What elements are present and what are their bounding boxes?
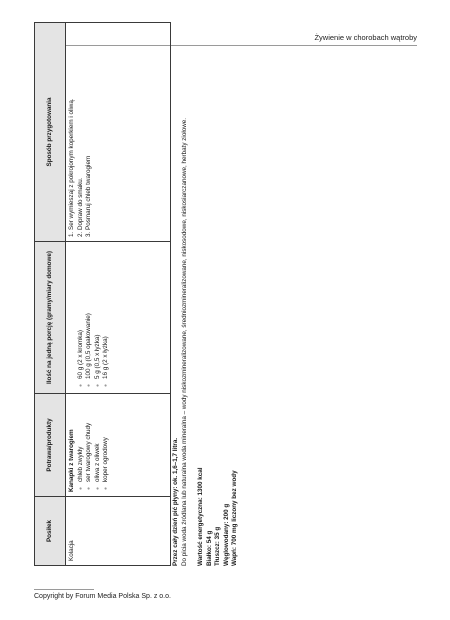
notes-section [172,59,240,566]
nutrition-fat: Tłuszcz: 35 g [214,526,221,566]
fluids-description: Do picia woda źródlana lub naturalna woda mineralna – wody niskozmineralizowane, średniozmineralizowane, niskosodowe, niskosiarczanowe, herbaty ziołowe. [180,117,188,566]
portion-item: ● 100 g (0,5 opakowanie) [85,246,94,389]
portions-cell [66,242,171,394]
nutrition-energy: Wartość energetyczna: 1300 kcal [197,467,204,566]
nutrition-carbs: Węglowodany: 200 g [222,503,230,566]
preparation-cell [66,23,171,242]
product-item: ● chleb zwykły [77,398,86,492]
column-header: Posiłek [35,497,66,566]
meal-name: Kolacja [66,497,171,566]
copyright-text: Copyright by Forum Media Polska Sp. z o.o. [34,593,171,600]
product-item: ● koper ogrodowy [102,398,111,492]
dish-title: Kanapki z twarogiem [68,429,75,492]
nutrition-protein: Białko: 54 g [205,530,213,566]
portion-item: ● 16 g (2 x łyżka) [102,246,111,389]
portion-item: ● 5 g (0,5 x łyżka) [94,246,103,389]
table-header-row [35,23,66,566]
product-item: ● oliwa z oliwek [94,398,103,492]
column-header: Ilość na jedną porcję (gramy/miary domowe) [35,242,66,394]
products-cell [66,394,171,497]
column-header: Potrawa/produkty [35,394,66,497]
portion-item: ● 60 g (2 x kromka) [77,246,86,389]
fluids-note: Przez cały dzień pić płyny: ok. 1,6–1,7 litra. [172,437,179,566]
nutrition-calcium: Wapń: 700 mg liczony bez wody [231,470,238,566]
footer-divider [34,589,94,590]
document-title: Żywienie w chorobach wątroby [314,33,417,42]
meal-plan-table [34,22,171,566]
rotated-content [34,59,238,566]
table-row [66,23,171,566]
preparation-step: 3. Posmaruj chleb twarogiem [85,155,92,237]
preparation-step: 2. Dopraw do smaku. [76,177,84,237]
product-item: ● ser twarogowy chudy [85,398,94,492]
preparation-step: 1. Ser wymieszaj z pokrojonym koperkiem i oliwą. [68,98,75,237]
column-header: Sposób przygotowania [35,23,66,242]
